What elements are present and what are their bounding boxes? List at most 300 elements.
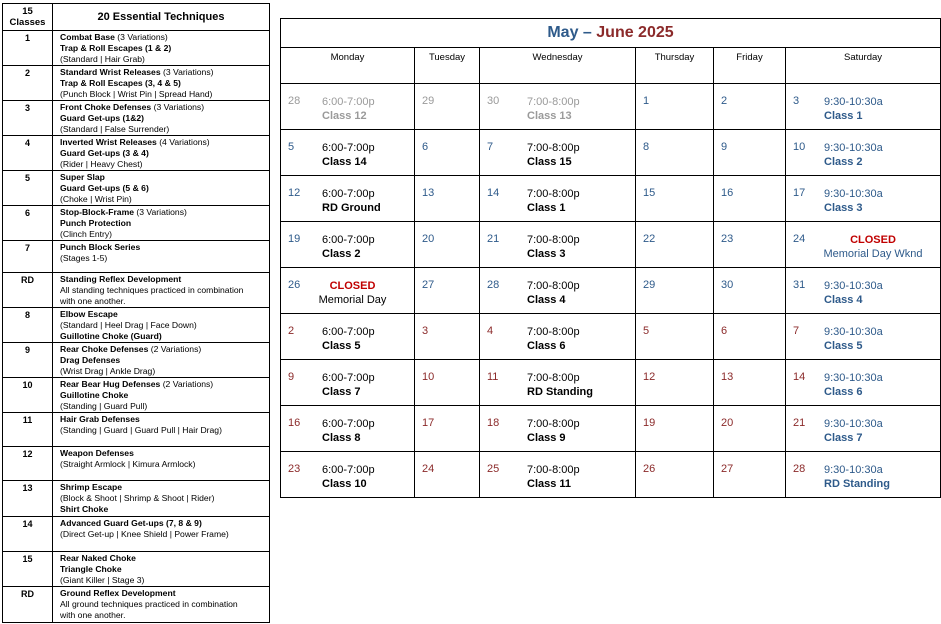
closed-event: [786, 233, 940, 261]
closed-event: [281, 279, 414, 307]
technique-number: 3: [3, 101, 53, 136]
event-label: Class 13: [527, 110, 572, 122]
technique-line: [60, 43, 269, 54]
calendar-day-thursday: [636, 176, 714, 222]
technique-line: [60, 517, 269, 529]
technique-line: [60, 148, 269, 159]
technique-detail: (Block & Shoot | Shrimp & Shoot | Rider): [60, 493, 215, 503]
technique-row: [3, 481, 270, 517]
technique-detail: All ground techniques practiced in combination: [60, 599, 238, 609]
technique-name: Shrimp Escape: [60, 482, 123, 492]
calendar-day-tuesday: [415, 84, 480, 130]
event-time: 9:30-10:30a: [824, 188, 883, 200]
title-dash: –: [578, 24, 597, 41]
calendar-day-monday: [281, 84, 415, 130]
day-number: 23: [721, 233, 734, 245]
technique-description: [53, 171, 270, 206]
calendar-day-saturday: [786, 268, 941, 314]
technique-detail: (Standard | Heel Drag | Face Down): [60, 320, 197, 330]
class-event: [322, 417, 375, 445]
day-number: 23: [288, 463, 301, 475]
technique-line: [60, 587, 269, 599]
class-event: [527, 371, 593, 399]
day-number: 29: [643, 279, 656, 291]
day-header-tuesday: Tuesday: [415, 48, 480, 84]
technique-row: [3, 413, 270, 447]
event-label: Class 14: [322, 156, 367, 168]
calendar-week: [281, 176, 941, 222]
technique-name: Hair Grab Defenses: [60, 414, 140, 424]
technique-line: [60, 504, 269, 515]
technique-number: 2: [3, 66, 53, 101]
calendar-day-monday: [281, 452, 415, 498]
event-time: 7:00-8:00p: [527, 326, 580, 338]
technique-number: 12: [3, 447, 53, 481]
calendar-week: [281, 268, 941, 314]
day-number: 17: [793, 187, 806, 199]
event-time: 9:30-10:30a: [824, 464, 883, 476]
technique-row: [3, 31, 270, 66]
calendar-day-tuesday: [415, 130, 480, 176]
technique-name: Drag Defenses: [60, 355, 121, 365]
calendar-day-wednesday: [480, 406, 636, 452]
calendar-day-tuesday: [415, 176, 480, 222]
calendar-week: [281, 84, 941, 130]
calendar-day-thursday: [636, 452, 714, 498]
technique-row: [3, 587, 270, 623]
technique-row: [3, 241, 270, 273]
technique-detail: (Standing | Guard | Guard Pull | Hair Drag): [60, 425, 222, 435]
calendar-day-friday: [714, 176, 786, 222]
technique-number: 14: [3, 517, 53, 552]
calendar-day-tuesday: [415, 452, 480, 498]
technique-line: [60, 552, 269, 564]
technique-name: Standard Wrist Releases: [60, 67, 161, 77]
event-label: Class 3: [527, 248, 566, 260]
technique-detail: with one another.: [60, 296, 126, 306]
technique-detail: (3 Variations): [134, 207, 187, 217]
event-label: Class 11: [527, 478, 572, 490]
closed-label: CLOSED: [329, 280, 376, 292]
calendar-week: [281, 222, 941, 268]
calendar-day-saturday: [786, 130, 941, 176]
technique-description: [53, 136, 270, 171]
day-header-monday: Monday: [281, 48, 415, 84]
technique-number: RD: [3, 587, 53, 623]
event-time: 7:00-8:00p: [527, 372, 580, 384]
technique-line: [60, 171, 269, 183]
technique-line: [60, 194, 269, 205]
technique-name: Combat Base: [60, 32, 115, 42]
closed-note: Memorial Day Wknd: [823, 248, 923, 260]
calendar-week: [281, 406, 941, 452]
technique-name: Standing Reflex Development: [60, 274, 182, 284]
day-number: 20: [422, 233, 435, 245]
technique-number: 4: [3, 136, 53, 171]
event-time: 9:30-10:30a: [824, 280, 883, 292]
technique-line: [60, 610, 269, 621]
event-time: 9:30-10:30a: [824, 326, 883, 338]
technique-description: [53, 31, 270, 66]
class-event: [527, 233, 580, 261]
day-number: 21: [487, 233, 500, 245]
calendar-day-monday: [281, 360, 415, 406]
technique-detail: (Choke | Wrist Pin): [60, 194, 132, 204]
technique-description: [53, 552, 270, 587]
calendar-week: [281, 130, 941, 176]
technique-line: [60, 355, 269, 366]
event-time: 6:00-7:00p: [322, 418, 375, 430]
technique-detail: (3 Variations): [151, 102, 205, 112]
technique-number: 13: [3, 481, 53, 517]
technique-line: [60, 218, 269, 229]
calendar-day-friday: [714, 452, 786, 498]
technique-row: [3, 308, 270, 343]
technique-description: [53, 447, 270, 481]
class-event: [527, 141, 580, 169]
day-number: 10: [793, 141, 806, 153]
day-number: 5: [643, 325, 650, 337]
calendar-day-tuesday: [415, 360, 480, 406]
calendar-day-tuesday: [415, 314, 480, 360]
technique-line: [60, 54, 269, 65]
class-event: [322, 371, 375, 399]
technique-description: [53, 273, 270, 308]
event-time: 9:30-10:30a: [824, 372, 883, 384]
technique-description: [53, 101, 270, 136]
day-number: 3: [793, 95, 800, 107]
technique-line: [60, 206, 269, 218]
day-number: 16: [288, 417, 301, 429]
technique-description: [53, 241, 270, 273]
calendar-week: [281, 360, 941, 406]
technique-number: 10: [3, 378, 53, 413]
calendar-day-friday: [714, 360, 786, 406]
event-time: 6:00-7:00p: [322, 142, 375, 154]
event-label: Class 4: [527, 294, 566, 306]
calendar-day-monday: [281, 130, 415, 176]
technique-line: [60, 229, 269, 240]
event-time: 6:00-7:00p: [322, 188, 375, 200]
event-time: 6:00-7:00p: [322, 372, 375, 384]
day-number: 10: [422, 371, 435, 383]
class-event: [322, 187, 381, 215]
day-number: 28: [793, 463, 806, 475]
day-number: 4: [487, 325, 494, 337]
event-label: Class 1: [824, 110, 863, 122]
day-header-friday: Friday: [714, 48, 786, 84]
event-time: 6:00-7:00p: [322, 96, 375, 108]
class-event: [322, 141, 375, 169]
event-label: Class 4: [824, 294, 863, 306]
calendar-day-friday: [714, 268, 786, 314]
technique-line: [60, 308, 269, 320]
day-number: 31: [793, 279, 806, 291]
technique-name: Elbow Escape: [60, 309, 118, 319]
calendar-day-wednesday: [480, 360, 636, 406]
technique-line: [60, 66, 269, 78]
technique-detail: (2 Variations): [148, 344, 202, 354]
event-label: Class 5: [824, 340, 863, 352]
technique-line: [60, 241, 269, 253]
day-number: 24: [422, 463, 435, 475]
technique-detail: (Clinch Entry): [60, 229, 113, 239]
day-number: 3: [422, 325, 429, 337]
calendar-day-tuesday: [415, 406, 480, 452]
technique-detail: with one another.: [60, 610, 126, 620]
calendar-day-saturday: [786, 176, 941, 222]
technique-line: [60, 101, 269, 113]
event-time: 7:00-8:00p: [527, 96, 580, 108]
calendar-day-saturday: [786, 314, 941, 360]
event-time: 7:00-8:00p: [527, 464, 580, 476]
event-label: Class 6: [527, 340, 566, 352]
calendar-day-wednesday: [480, 452, 636, 498]
techniques-title: 20 Essential Techniques: [53, 4, 270, 31]
event-label: Class 3: [824, 202, 863, 214]
day-header-thursday: Thursday: [636, 48, 714, 84]
technique-line: [60, 575, 269, 586]
calendar-day-wednesday: [480, 222, 636, 268]
calendar-body: [281, 84, 941, 498]
class-count-header: [3, 4, 53, 31]
day-header-saturday: Saturday: [786, 48, 941, 84]
day-number: 2: [288, 325, 295, 337]
day-number: 12: [288, 187, 301, 199]
class-event: [322, 95, 375, 123]
technique-line: [60, 296, 269, 307]
technique-description: [53, 343, 270, 378]
day-number: 8: [643, 141, 650, 153]
technique-line: [60, 599, 269, 610]
class-event: [824, 417, 883, 445]
class-event: [322, 233, 375, 261]
technique-detail: (Direct Get-up | Knee Shield | Power Frame): [60, 529, 229, 539]
technique-name: Super Slap: [60, 172, 105, 182]
technique-number: RD: [3, 273, 53, 308]
day-number: 30: [487, 95, 500, 107]
technique-description: [53, 378, 270, 413]
event-label: Class 1: [527, 202, 566, 214]
class-event: [824, 279, 883, 307]
day-number: 9: [288, 371, 295, 383]
technique-line: [60, 136, 269, 148]
day-number: 22: [643, 233, 656, 245]
calendar-title: [281, 19, 941, 48]
technique-line: [60, 481, 269, 493]
technique-number: 8: [3, 308, 53, 343]
calendar-week: [281, 452, 941, 498]
class-event: [824, 187, 883, 215]
technique-line: [60, 124, 269, 135]
calendar-day-friday: [714, 314, 786, 360]
day-number: 26: [643, 463, 656, 475]
day-number: 14: [793, 371, 806, 383]
event-time: 7:00-8:00p: [527, 142, 580, 154]
day-number: 29: [422, 95, 435, 107]
event-time: 6:00-7:00p: [322, 234, 375, 246]
technique-line: [60, 113, 269, 124]
day-number: 28: [288, 95, 301, 107]
technique-name: Ground Reflex Development: [60, 588, 176, 598]
technique-description: [53, 481, 270, 517]
technique-row: [3, 171, 270, 206]
calendar-day-monday: [281, 222, 415, 268]
class-event: [824, 463, 890, 491]
technique-number: 11: [3, 413, 53, 447]
technique-row: [3, 552, 270, 587]
technique-line: [60, 253, 269, 264]
calendar-day-friday: [714, 130, 786, 176]
technique-name: Advanced Guard Get-ups (7, 8 & 9): [60, 518, 202, 528]
day-number: 30: [721, 279, 734, 291]
technique-line: [60, 331, 269, 342]
class-event: [824, 371, 883, 399]
calendar-day-tuesday: [415, 222, 480, 268]
event-label: Class 2: [824, 156, 863, 168]
technique-line: [60, 390, 269, 401]
technique-line: [60, 320, 269, 331]
calendar-day-wednesday: [480, 268, 636, 314]
technique-number: 7: [3, 241, 53, 273]
class-event: [527, 279, 580, 307]
technique-name: Shirt Choke: [60, 504, 109, 514]
technique-name: Triangle Choke: [60, 564, 122, 574]
calendar-day-wednesday: [480, 314, 636, 360]
day-number: 25: [487, 463, 500, 475]
closed-label: CLOSED: [850, 234, 896, 246]
day-number: 27: [422, 279, 435, 291]
calendar-day-saturday: [786, 222, 941, 268]
technique-row: [3, 273, 270, 308]
calendar-day-thursday: [636, 84, 714, 130]
technique-line: [60, 413, 269, 425]
event-time: 7:00-8:00p: [527, 280, 580, 292]
calendar-day-thursday: [636, 130, 714, 176]
technique-detail: (Stages 1-5): [60, 253, 108, 263]
calendar-table: [280, 18, 941, 498]
day-number: 21: [793, 417, 806, 429]
technique-name: Rear Bear Hug Defenses: [60, 379, 161, 389]
day-number: 12: [643, 371, 656, 383]
technique-row: [3, 101, 270, 136]
day-number: 16: [721, 187, 734, 199]
technique-name: Punch Block Series: [60, 242, 141, 252]
technique-description: [53, 66, 270, 101]
technique-line: [60, 447, 269, 459]
class-count-label: Classes: [9, 17, 46, 28]
technique-line: [60, 378, 269, 390]
technique-detail: (2 Variations): [160, 379, 214, 389]
calendar-day-monday: [281, 406, 415, 452]
event-label: Class 2: [322, 248, 361, 260]
calendar-day-friday: [714, 84, 786, 130]
day-number: 7: [793, 325, 800, 337]
event-time: 7:00-8:00p: [527, 234, 580, 246]
day-number: 26: [288, 279, 301, 291]
calendar-day-thursday: [636, 360, 714, 406]
technique-name: Trap & Roll Escapes (3, 4 & 5): [60, 78, 181, 88]
technique-description: [53, 517, 270, 552]
technique-name: Guard Get-ups (5 & 6): [60, 183, 149, 193]
event-time: 7:00-8:00p: [527, 188, 580, 200]
calendar-day-saturday: [786, 84, 941, 130]
technique-detail: (Punch Block | Wrist Pin | Spread Hand): [60, 89, 213, 99]
day-number: 15: [643, 187, 656, 199]
calendar-day-thursday: [636, 406, 714, 452]
technique-number: 9: [3, 343, 53, 378]
day-number: 18: [487, 417, 500, 429]
day-number: 11: [487, 371, 499, 383]
calendar-day-monday: [281, 176, 415, 222]
technique-line: [60, 493, 269, 504]
technique-number: 6: [3, 206, 53, 241]
technique-detail: (Standing | Guard Pull): [60, 401, 148, 411]
technique-name: Weapon Defenses: [60, 448, 134, 458]
technique-row: [3, 343, 270, 378]
technique-detail: (Standard | Hair Grab): [60, 54, 145, 64]
day-number: 2: [721, 95, 728, 107]
class-event: [527, 417, 580, 445]
day-number: 19: [643, 417, 656, 429]
class-event: [527, 187, 580, 215]
calendar-day-wednesday: [480, 130, 636, 176]
technique-line: [60, 529, 269, 540]
class-event: [527, 463, 580, 491]
technique-detail: (Standard | False Surrender): [60, 124, 170, 134]
calendar-day-wednesday: [480, 84, 636, 130]
technique-name: Punch Protection: [60, 218, 132, 228]
technique-detail: All standing techniques practiced in combination: [60, 285, 244, 295]
technique-line: [60, 343, 269, 355]
techniques-table: [2, 3, 270, 623]
technique-row: [3, 206, 270, 241]
class-event: [824, 95, 883, 123]
calendar-day-wednesday: [480, 176, 636, 222]
title-may: May: [547, 24, 579, 41]
day-number: 24: [793, 233, 806, 245]
day-number: 14: [487, 187, 500, 199]
event-time: 7:00-8:00p: [527, 418, 580, 430]
class-event: [527, 325, 580, 353]
technique-name: Guillotine Choke (Guard): [60, 331, 162, 341]
day-number: 13: [422, 187, 435, 199]
technique-row: [3, 136, 270, 171]
day-number: 19: [288, 233, 301, 245]
technique-detail: (Wrist Drag | Ankle Drag): [60, 366, 156, 376]
event-label: Class 15: [527, 156, 572, 168]
day-number: 17: [422, 417, 435, 429]
technique-name: Rear Naked Choke: [60, 553, 136, 563]
technique-description: [53, 308, 270, 343]
technique-line: [60, 31, 269, 43]
technique-name: Guard Get-ups (1&2): [60, 113, 145, 123]
technique-line: [60, 401, 269, 412]
calendar-day-friday: [714, 406, 786, 452]
day-header-wednesday: Wednesday: [480, 48, 636, 84]
event-time: 6:00-7:00p: [322, 326, 375, 338]
technique-description: [53, 413, 270, 447]
event-label: Class 12: [322, 110, 367, 122]
day-number: 28: [487, 279, 500, 291]
title-june: June 2025: [596, 24, 674, 41]
closed-note: Memorial Day: [318, 294, 387, 306]
event-label: Class 8: [322, 432, 361, 444]
event-time: 9:30-10:30a: [824, 96, 883, 108]
day-number: 7: [487, 141, 494, 153]
technique-row: [3, 447, 270, 481]
event-label: Class 7: [322, 386, 361, 398]
